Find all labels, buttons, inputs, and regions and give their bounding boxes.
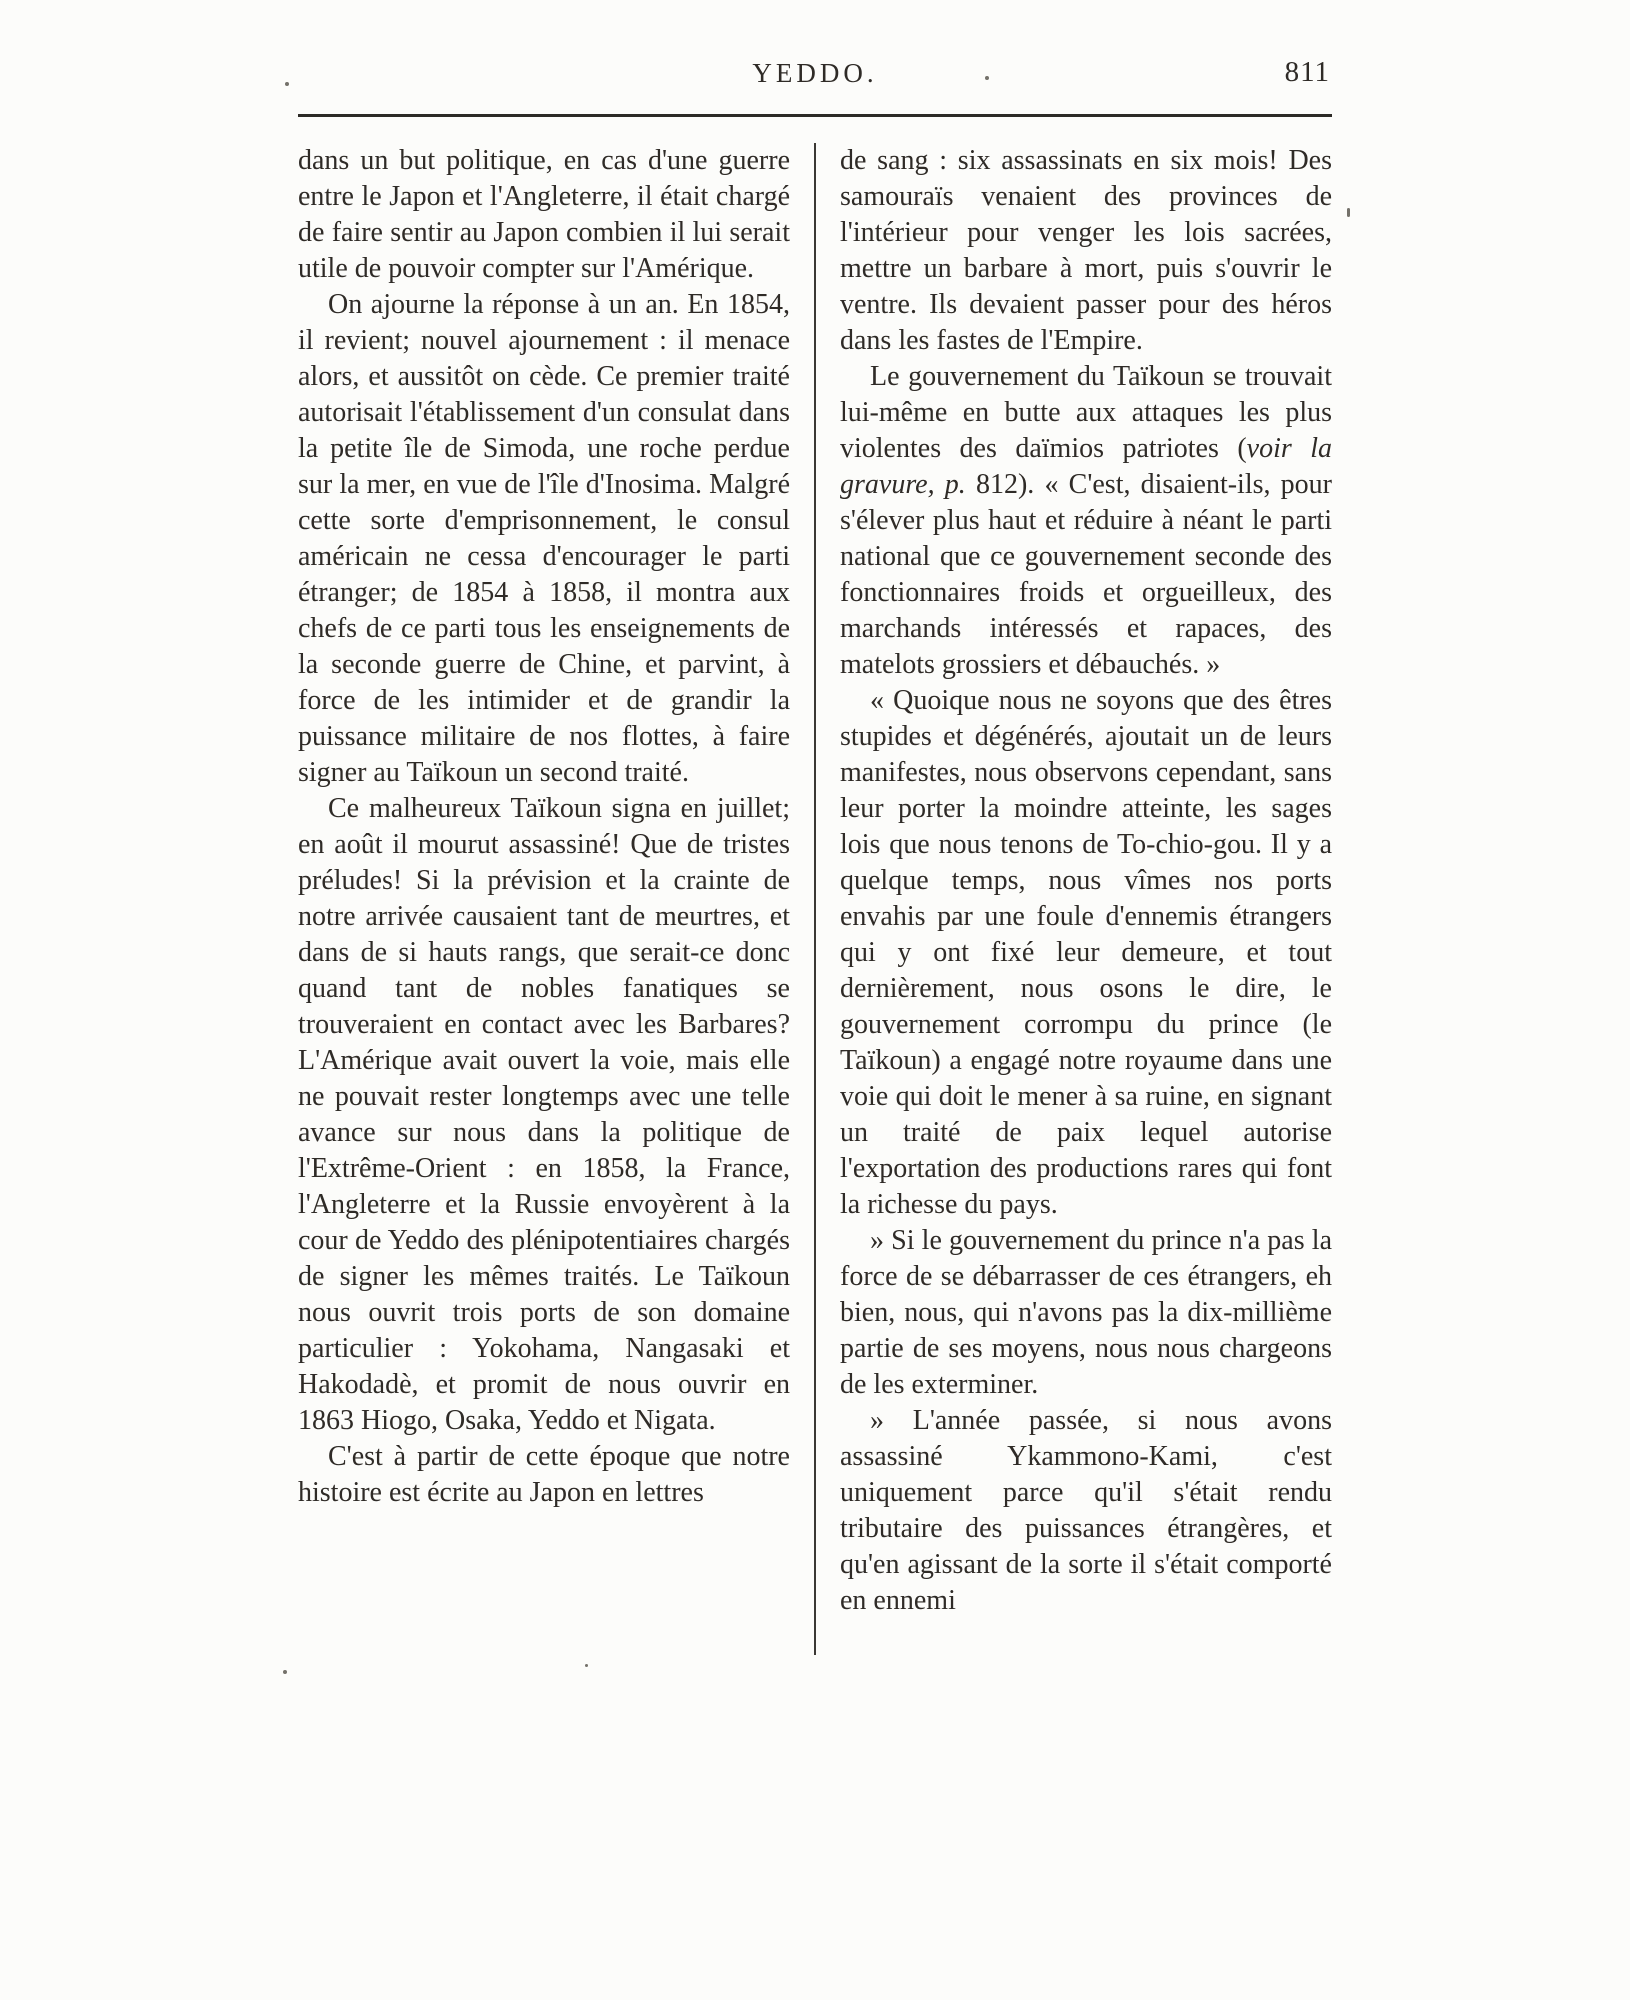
paragraph: » Si le gouvernement du prince n'a pas la force de se débarrasser de ces étrangers, eh bien, nous, qui n'avons pas la dix-millième partie de ses moyens, nous nous chargeons de les exterminer. — [840, 1225, 1332, 1400]
paragraph: dans un but politique, en cas d'une guerre entre le Japon et l'Angleterre, il était chargé de faire sentir au Japon combien il lui serait utile de pouvoir compter sur l'Amérique. — [298, 145, 790, 284]
page-number: 811 — [1284, 56, 1330, 88]
scan-artifact — [1347, 208, 1350, 217]
scan-artifact — [283, 1670, 287, 1674]
book-page — [298, 50, 1332, 1655]
text-columns — [298, 143, 1332, 1655]
paragraph: « Quoique nous ne soyons que des êtres stupides et dégénérés, ajoutait un de leurs manifestes, nous observons cependant, sans leur porter la moindre atteinte, les sages lois que nous tenons de To-chio-gou. Il y a quelque temps, nous vîmes nos ports envahis par une foule d'ennemis étrangers qui y ont fixé leur demeure, et tout dernièrement, nous osons le dire, le gouvernement corrompu du prince (le Taïkoun) a engagé notre royaume dans une voie qui doit le mener à sa ruine, en signant un traité de paix lequel autorise l'exportation des productions rares qui font la richesse du pays. — [840, 685, 1332, 1220]
paragraph: C'est à partir de cette époque que notre histoire est écrite au Japon en lettres — [298, 1441, 790, 1508]
scan-artifact — [585, 1664, 588, 1667]
column-divider-rule — [814, 143, 816, 1655]
running-title: YEDDO. — [752, 58, 878, 88]
scan-artifact — [285, 82, 289, 86]
header-rule — [298, 114, 1332, 117]
paragraph: On ajourne la réponse à un an. En 1854, il revient; nouvel ajournement : il menace alors, et aussitôt on cède. Ce premier traité autorisait l'établissement d'un consulat dans la petite île de Simoda, une roche perdue sur la mer, en vue de l'île d'Inosima. Malgré cette sorte d'emprisonnement, le consul américain ne cessa d'encourager le parti étranger; de 1854 à 1858, il montra aux chefs de ce parti tous les enseignements de la seconde guerre de Chine, et parvint, à force de les intimider et de grandir la puissance militaire de nos flottes, à faire signer au Taïkoun un second traité. — [298, 289, 790, 788]
right-column — [840, 143, 1332, 1655]
scan-artifact — [985, 76, 989, 80]
paragraph — [840, 359, 1332, 683]
page-header — [298, 50, 1332, 108]
paragraph: » L'année passée, si nous avons assassiné Ykammono-Kami, c'est uniquement parce qu'il s'était rendu tributaire des puissances étrangères, et qu'en agissant de la sorte il s'était comporté en ennemi — [840, 1405, 1332, 1616]
paragraph: Ce malheureux Taïkoun signa en juillet; en août il mourut assassiné! Que de tristes préludes! Si la prévision et la crainte de notre arrivée causaient tant de meurtres, et dans de si hauts rangs, que serait-ce donc quand tant de nobles fanatiques se trouveraient en contact avec les Barbares? L'Amérique avait ouvert la voie, mais elle ne pouvait rester longtemps avec une telle avance sur nous dans la politique de l'Extrême-Orient : en 1858, la France, l'Angleterre et la Russie envoyèrent à la cour de Yeddo des plénipotentiaires chargés de signer les mêmes traités. Le Taïkoun nous ouvrit trois ports de son domaine particulier : Yokohama, Nangasaki et Hakodadè, et promit de nous ouvrir en 1863 Hiogo, Osaka, Yeddo et Nigata. — [298, 793, 790, 1436]
paragraph-text: Le gouvernement du Taïkoun se trouvait lui-même en butte aux attaques les plus violentes des daïmios patriotes ( — [840, 361, 1332, 464]
left-column — [298, 143, 790, 1655]
paragraph: de sang : six assassinats en six mois! Des samouraïs venaient des provinces de l'intérieur pour venger les lois sacrées, mettre un barbare à mort, puis s'ouvrir le ventre. Ils devaient passer pour des héros dans les fastes de l'Empire. — [840, 145, 1332, 356]
italic-figure-reference: voir la gravure, p. — [840, 433, 1332, 500]
paragraph-text: 812). « C'est, disaient-ils, pour s'élever plus haut et réduire à néant le parti national que ce gouvernement seconde des fonctionnaires froids et orgueilleux, des marchands intéressés et rapaces, des matelots grossiers et débauchés. » — [840, 469, 1332, 680]
